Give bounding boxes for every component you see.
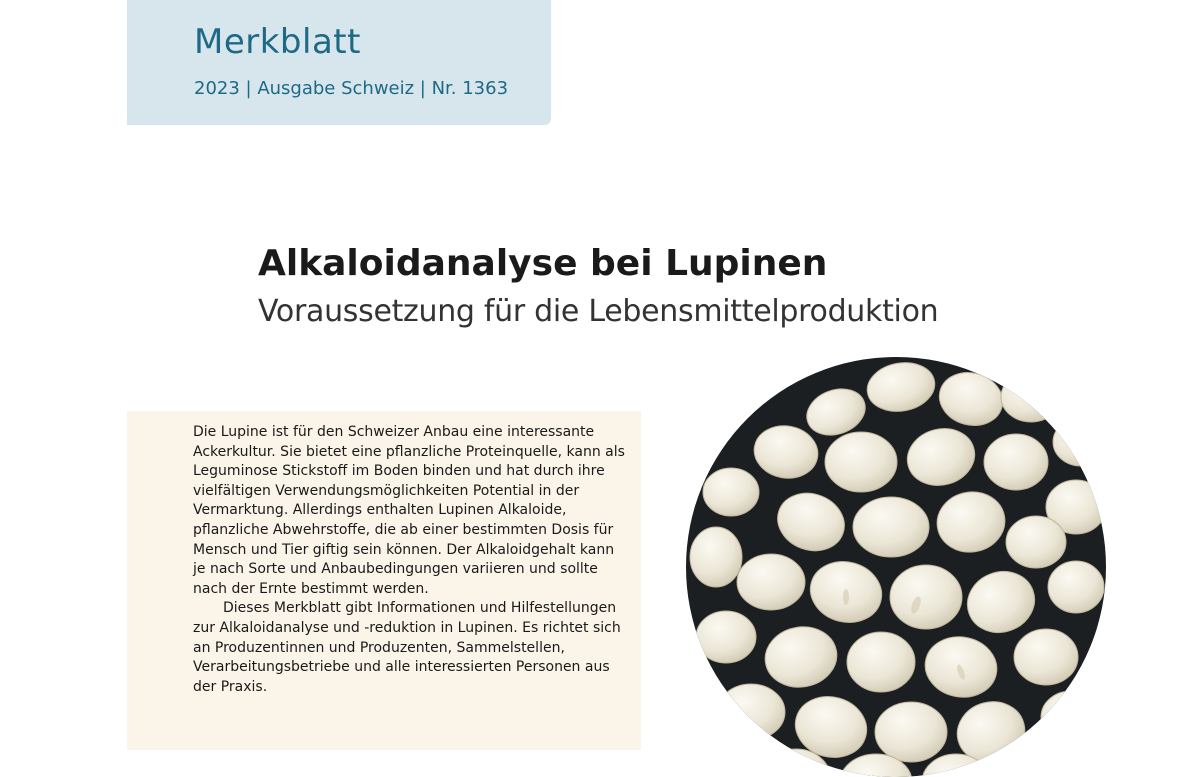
header-subtitle: 2023 | Ausgabe Schweiz | Nr. 1363	[194, 78, 509, 99]
intro-paragraph-2: Dieses Merkblatt gibt Informationen und Hilfestellungen zur Alkaloidanalyse und -reduktion in Lupinen. Es richtet sich an Produzentinnen und Produzenten, Sammelstellen, Verarbeitungsbetriebe und alle interessierten Personen aus der Praxis.	[193, 600, 621, 695]
header-box	[127, 0, 551, 125]
page-title: Alkaloidanalyse bei Lupinen	[258, 243, 828, 284]
intro-text	[193, 423, 629, 697]
page-subtitle: Voraussetzung für die Lebensmittelproduktion	[258, 294, 939, 329]
intro-box	[127, 411, 641, 750]
lupine-beans-photo	[686, 357, 1106, 777]
intro-paragraph-1: Die Lupine ist für den Schweizer Anbau eine interessante Ackerkultur. Sie bietet eine pflanzliche Proteinquelle, kann als Leguminose Stickstoff im Boden binden und hat durch ihre vielfältigen Verwendungsmöglichkeiten Potential in der Vermarktung. Allerdings enthalten Lupinen Alkaloide, pflanzliche Abwehrstoffe, die ab einer bestimmten Dosis für Mensch und Tier giftig sein können. Der Alkaloidgehalt kann je nach Sorte und Anbaubedingungen variieren und sollte nach der Ernte bestimmt werden.	[193, 424, 625, 597]
header-title: Merkblatt	[194, 22, 361, 62]
